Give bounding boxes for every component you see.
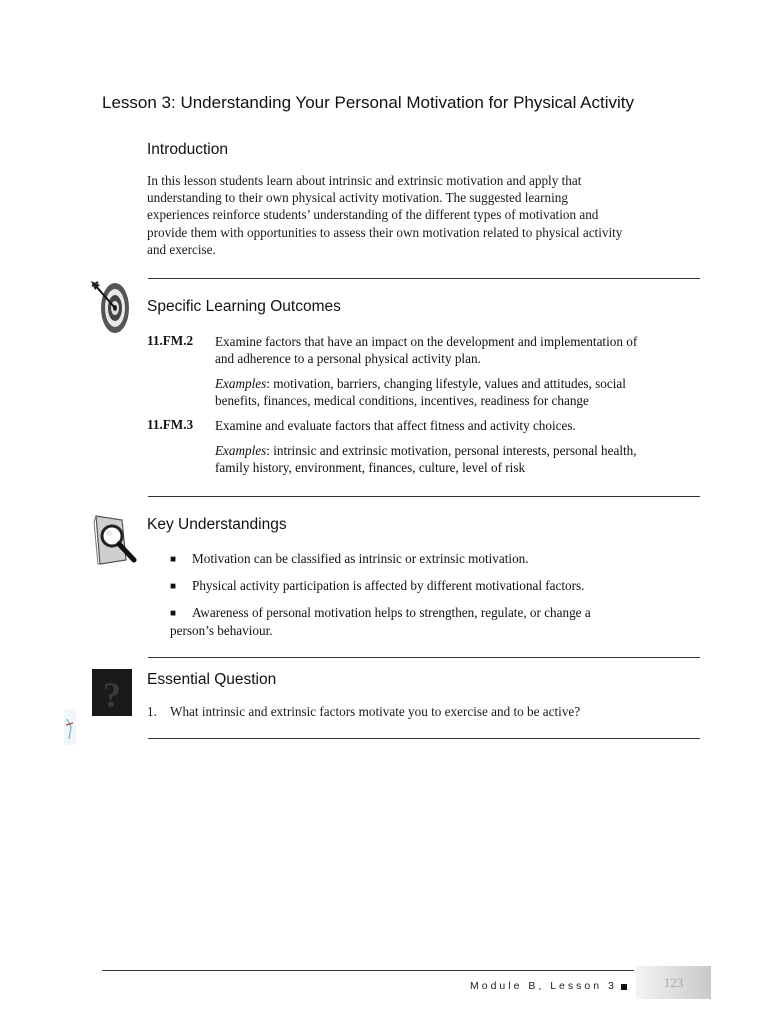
outcome-line: and adherence to a personal physical activity plan. [215,351,481,367]
essential-question-item [147,703,707,720]
page-number: 123 [663,975,684,990]
examples-line: benefits, finances, medical conditions, incentives, readiness for change [215,393,589,409]
target-dart-icon [88,277,134,337]
outcome-code: 11.FM.2 [147,333,194,348]
section-divider [148,657,700,658]
question-text: What intrinsic and extrinsic factors motivate you to exercise and to be active? [170,704,581,719]
section-divider [148,496,700,497]
footer-module-label: Module B, Lesson 3 [470,980,617,992]
examples-label: Examples [215,443,267,458]
footer-divider [102,970,634,971]
footer-square-marker [621,984,627,990]
bullet: ■ [170,608,177,619]
bullet: ■ [170,581,177,592]
list-item [170,604,690,639]
list-item-text: Physical activity participation is affected by different motivational factors. [192,578,585,593]
examples-line: family history, environment, finances, culture, level of risk [215,460,526,476]
key-understandings-heading: Key Understandings [147,516,287,533]
outcome-line: Examine and evaluate factors that affect fitness and activity choices. [215,418,576,433]
magnifying-glass-icon [92,514,140,568]
outcome-description [215,333,710,367]
outcome-code: 11.FM.3 [147,417,194,432]
introduction-body [147,172,707,258]
introduction-heading: Introduction [147,141,228,158]
examples-label: Examples [215,376,267,391]
lesson-title: Lesson 3: Understanding Your Personal Motivation for Physical Activity [102,93,635,112]
examples-line: : intrinsic and extrinsic motivation, personal interests, personal health, [266,443,637,458]
outcome-examples [215,375,710,409]
list-item [170,550,690,568]
list-item-text: person’s behaviour. [170,623,273,639]
outcome-examples [215,442,710,476]
examples-line: : motivation, barriers, changing lifestyle, values and attitudes, social [266,376,626,391]
essential-question-heading: Essential Question [147,671,277,688]
bullet: ■ [170,554,177,565]
outcome-description [215,417,710,434]
question-number: 1. [147,704,157,719]
list-item-text: Motivation can be classified as intrinsic or extrinsic motivation. [192,551,529,566]
introduction-line: experiences reinforce students’ understanding of the different types of motivation and [147,207,599,223]
list-item [170,577,690,595]
introduction-line: provide them with opportunities to assess their own motivation related to physical activity [147,224,623,240]
section-divider [148,278,700,279]
question-mark-icon [62,669,134,747]
introduction-line: and exercise. [147,241,216,257]
outcome-line: Examine factors that have an impact on the development and implementation of [215,334,638,349]
introduction-line: In this lesson students learn about intrinsic and extrinsic motivation and apply that [147,173,582,188]
outcomes-heading: Specific Learning Outcomes [147,298,341,315]
svg-text:?: ? [103,675,121,715]
section-divider [148,738,700,739]
introduction-line: understanding to their own physical activity motivation. The suggested learning [147,190,568,206]
list-item-text: Awareness of personal motivation helps to strengthen, regulate, or change a [192,605,591,620]
